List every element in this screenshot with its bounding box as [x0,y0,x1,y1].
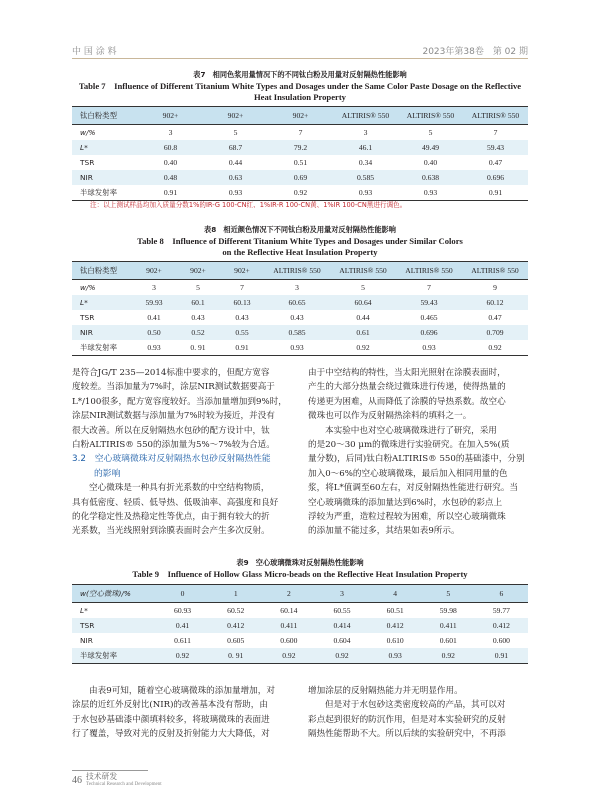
section-heading: 3.2 空心玻璃微珠对反射隔热水包砂反射隔热性能 的影响 [72,454,271,479]
table-cell: 0.91 [463,185,528,201]
table-cell: 0.93 [203,185,268,201]
table-cell: 0.92 [330,340,396,356]
table-row [72,280,528,296]
table7-caption-cn: 表7 相同色浆用量情况下的不同钛白粉及用量对反射隔热性能影响 [193,70,407,79]
table8-caption-en-1: Table 8 Influence of Different Titanium White Types and Dosages under Similar Colors [137,236,463,246]
bottom-right-column [308,684,530,742]
table-cell: 0.412 [475,618,528,633]
column-header: 902+ [268,107,333,125]
table9-caption-en: Table 9 Influence of Hollow Glass Micro-beads on the Reflective Heat Insulation Property [132,569,468,579]
table-cell: 0.600 [492,636,510,645]
table-cell: 0. 91 [209,648,262,664]
table-cell: 0.92 [315,648,368,664]
table7-caption-en-2: Heat Insulation Property [254,92,346,102]
text-line: 是符合JG/T 235—2014标准中要求的，但配方宽容 [72,368,270,378]
table7 [72,106,528,201]
footer-section-en: Technical Research and Development [86,782,162,787]
row-label: w/% [80,128,96,137]
table-cell: 0.601 [439,636,457,645]
table-cell: 0.93 [132,340,176,356]
text-line: 光系数，当光线照射到涂膜表面时会产生多次反射。 [72,526,270,537]
text-line: L*/100很多，配方宽容度较好。当添加量增加到9%时， [72,396,287,407]
column-header: ALTIRIS® 550 [264,262,330,280]
table-cell: 5 [361,283,365,292]
text-line: 空心玻璃微珠的添加量达到6%时，水包砂的彩点上 [308,497,503,508]
table9-caption-cn: 表9 空心玻璃微珠对反射隔热性能影响 [236,558,364,567]
row-label: 半球发射率 [72,185,138,201]
table-header-row [72,262,528,280]
table-cell: 0.638 [398,170,463,185]
table-cell: 0.43 [191,313,205,322]
table-row [72,603,528,619]
text-line: 具有低密度、轻质、低导热、低吸油率、高强度和良好 [72,497,279,508]
column-header: ALTIRIS® 550 [463,107,528,125]
table8-caption-cn: 表8 相近颜色情况下不同钛白粉及用量对反射隔热性能影响 [204,225,396,234]
table-cell: 0.47 [488,313,502,322]
column-header: 902+ [132,262,176,280]
table-cell: 0.611 [174,636,191,645]
table-cell: 0.92 [156,648,209,664]
table-cell: 7 [240,283,244,292]
column-header: w(空心微珠)/% [72,585,156,603]
table-cell: 0.93 [369,648,422,664]
table-cell: 0.69 [268,170,333,185]
table-cell: 0.48 [138,170,203,185]
header-rule [72,58,528,59]
table-row [72,648,528,664]
table-cell: 0.696 [396,325,462,340]
table-cell: 60.13 [220,295,264,310]
text-line: 的化学稳定性及热稳定性等优点，由于拥有较大的折 [72,512,270,523]
text-line: 涂层NIR测试数据与添加量为7%时较为接近，并没有 [72,411,275,422]
table-cell: 60.51 [386,606,404,615]
table-cell: 0.411 [262,618,315,633]
table-row [72,155,528,170]
column-header: 3 [315,585,368,603]
table8 [72,261,528,356]
table-row [72,340,528,356]
text-line: 浆，将L*值调至60左右，对反射隔热性能进行研究。当 [308,483,519,494]
table-cell: 0.91 [220,340,264,356]
text-line: 隔热性能帮助不大。所以后续的实验研究中，不再添 [308,729,506,740]
table-row [72,295,528,310]
column-header: ALTIRIS® 550 [398,107,463,125]
table-cell: 0.40 [423,158,438,167]
table-cell: 5 [233,128,238,137]
text-line: 但是对于水包砂这类密度较高的产品，其可以对 [325,700,506,711]
table-cell: 3 [168,128,173,137]
table-cell: 0.47 [488,158,503,167]
table9 [72,584,528,664]
column-header: 902+ [176,262,220,280]
row-label: TSR [80,158,95,167]
column-header: 6 [475,585,528,603]
table-cell: 0.412 [369,618,422,633]
column-header: ALTIRIS® 550 [462,262,528,280]
text-line: 由表9可知，随着空心玻璃微珠的添加量增加，对 [89,686,275,696]
table-cell: 0.585 [264,325,330,340]
text-line: 彩点起到很好的防沉作用，但是对本实验研究的反射 [308,714,506,725]
table-cell: 60.1 [176,295,220,310]
row-label: NIR [72,325,132,340]
text-line: 由于中空结构的特性，当太阳光照射在涂膜表面时， [308,368,506,378]
text-line: 度较差。当添加量为7%时，涂层NIR测试数据要高于 [72,382,275,393]
column-header: 902+ [203,107,268,125]
text-line: 浮较为严重，造粒过程较为困难，所以空心玻璃微珠 [308,512,506,523]
table-cell: 60.55 [333,606,351,615]
column-header: ALTIRIS® 550 [396,262,462,280]
table-cell: 60.14 [280,606,298,615]
row-label: L* [80,606,88,615]
table-row [72,140,528,155]
row-label: 半球发射率 [72,340,132,356]
row-label: TSR [80,313,95,322]
table-row [72,633,528,648]
table-cell: 59.43 [463,140,528,155]
table-cell: 0.43 [290,313,304,322]
column-header: ALTIRIS® 550 [330,262,396,280]
table-cell: 0.600 [280,636,298,645]
table-row [72,125,528,141]
table-cell: 0.92 [262,648,315,664]
table-cell: 0.91 [138,185,203,201]
table-cell: 7 [493,128,498,137]
row-label: 半球发射率 [72,648,156,664]
table-cell: 59.77 [492,606,510,615]
table-cell: 60.65 [264,295,330,310]
left-column [72,366,296,539]
row-label: L* [72,140,138,155]
table-cell: 0.43 [235,313,249,322]
table-cell: 5 [196,283,200,292]
text-line: 行了覆盖，导致对光的反射及折射能力大大降低，对 [72,729,270,740]
table-cell: 0.52 [176,325,220,340]
table-cell: 59.93 [132,295,176,310]
text-line: 传递更为困难，从而降低了涂膜的导热系数。故空心 [308,396,506,407]
row-label: L* [72,295,132,310]
table-cell: 0.34 [358,158,373,167]
table-cell: 7 [427,283,431,292]
table-cell: 0.40 [163,158,178,167]
table-cell: 0.465 [420,313,438,322]
table-cell: 0.63 [203,170,268,185]
table8-caption-en-2: on the Reflective Heat Insulation Property [222,247,378,257]
table-cell: 59.98 [439,606,457,615]
table-cell: 0.414 [315,618,368,633]
table-cell: 9 [493,283,497,292]
column-header: ALTIRIS® 550 [333,107,398,125]
column-header: 902+ [138,107,203,125]
column-header: 902+ [220,262,264,280]
row-label: NIR [72,170,138,185]
table-cell: 0.585 [333,170,398,185]
table-cell: 0.696 [463,170,528,185]
text-line: 白粉ALTIRIS® 550的添加量为5%～7%较为合适。 [72,440,275,451]
issue-info: 2023年第38卷 第 02 期 [422,47,528,57]
table-cell: 0.44 [228,158,243,167]
text-line: 产生的大部分热量会绕过微珠进行传递，使得热量的 [308,382,506,393]
table-header-row [72,107,528,125]
table-cell: 49.49 [398,140,463,155]
table-row [72,618,528,633]
table-cell: 0.91 [475,648,528,664]
text-line: 空心微珠是一种具有折光系数的中空结构物质， [89,483,270,494]
table-cell: 68.7 [203,140,268,155]
table-cell: 0.41 [156,618,209,633]
table-cell: 79.2 [268,140,333,155]
table7-caption-en-1: Table 7 Influence of Different Titanium White Types and Dosages under the Same Color Paste Dosage on the Reflective [78,81,522,91]
table-cell: 0.605 [227,636,245,645]
table-cell: 0.55 [220,325,264,340]
footer-section-cn: 技术研发 [86,772,118,781]
table-cell: 60.52 [227,606,245,615]
table-cell: 0.41 [147,313,161,322]
table-cell: 0.92 [268,185,333,201]
column-header: 4 [369,585,422,603]
table-cell: 0.61 [330,325,396,340]
table-cell: 3 [152,283,156,292]
table-cell: 0.93 [264,340,330,356]
table-cell: 60.64 [330,295,396,310]
table-cell: 0.604 [333,636,351,645]
table-cell: 0.50 [132,325,176,340]
column-header: 2 [262,585,315,603]
text-line: 很大改善。所以在反射隔热水包砂的配方设计中，钛 [72,425,270,436]
text-line: 微珠也可以作为反射隔热涂料的填料之一。 [308,411,472,422]
table-cell: 0.51 [293,158,308,167]
row-label: NIR [80,636,93,645]
table-cell: 0.709 [462,325,528,340]
table-cell: 0.412 [209,618,262,633]
journal-name: 中 国 涂 料 [72,47,117,57]
text-line: 本实验中也对空心玻璃微珠进行了研究，采用 [325,425,497,436]
row-label: w/% [80,283,96,292]
table-cell: 60.93 [174,606,192,615]
table-row [72,325,528,340]
column-header: 5 [422,585,475,603]
text-line: 涂层的近红外反射比(NIR)的改善基本没有帮助，由 [72,700,268,711]
table-cell: 0.93 [396,340,462,356]
table-cell: 0.44 [356,313,370,322]
text-line: 增加涂层的反射隔热能力并无明显作用。 [308,686,463,696]
column-header: 0 [156,585,209,603]
page-number: 46 [72,775,82,786]
table7-note: 注：以上测试样品均加入质量分数1%的IR-G 100-CN红、1%IR-R 100-CN黄、1%IR 100-CN黑进行调色。 [90,201,407,209]
table-row [72,310,528,325]
text-line: 于水包砂基础漆中颜填料较多，将玻璃微珠的表面进 [72,714,270,725]
column-header: 钛白粉类型 [72,262,132,280]
table-cell: 0.610 [386,636,404,645]
table-cell: 0.93 [398,185,463,201]
right-column [308,366,530,539]
table-cell: 0.92 [462,340,528,356]
text-line: 加入0～6%的空心玻璃微珠，最后加入相同用量的色 [308,468,508,479]
table-cell: 7 [298,128,303,137]
table-row [72,170,528,185]
column-header: 1 [209,585,262,603]
table-header-row [72,585,528,603]
table-cell: 0.93 [333,185,398,201]
bottom-left-column [72,684,296,742]
text-line: 的添加量不能过多，其结果如表9所示。 [308,526,460,537]
table-cell: 0.92 [422,648,475,664]
table-cell: 59.43 [396,295,462,310]
table-cell: 3 [363,128,368,137]
table-cell: 5 [428,128,433,137]
column-header: 钛白粉类型 [72,107,138,125]
text-line: 量分数)，后同)钛白粉ALTIRIS® 550的基础漆中，分别 [308,454,525,465]
table-cell: 3 [295,283,299,292]
table-cell: 60.8 [138,140,203,155]
table-cell: 0. 91 [176,340,220,356]
row-label: TSR [72,618,156,633]
table-cell: 60.12 [462,295,528,310]
table-cell: 46.1 [333,140,398,155]
table-cell: 0.411 [422,618,475,633]
text-line: 的是20～30 μm的微珠进行实验研究。在加入5%(质 [308,440,510,451]
